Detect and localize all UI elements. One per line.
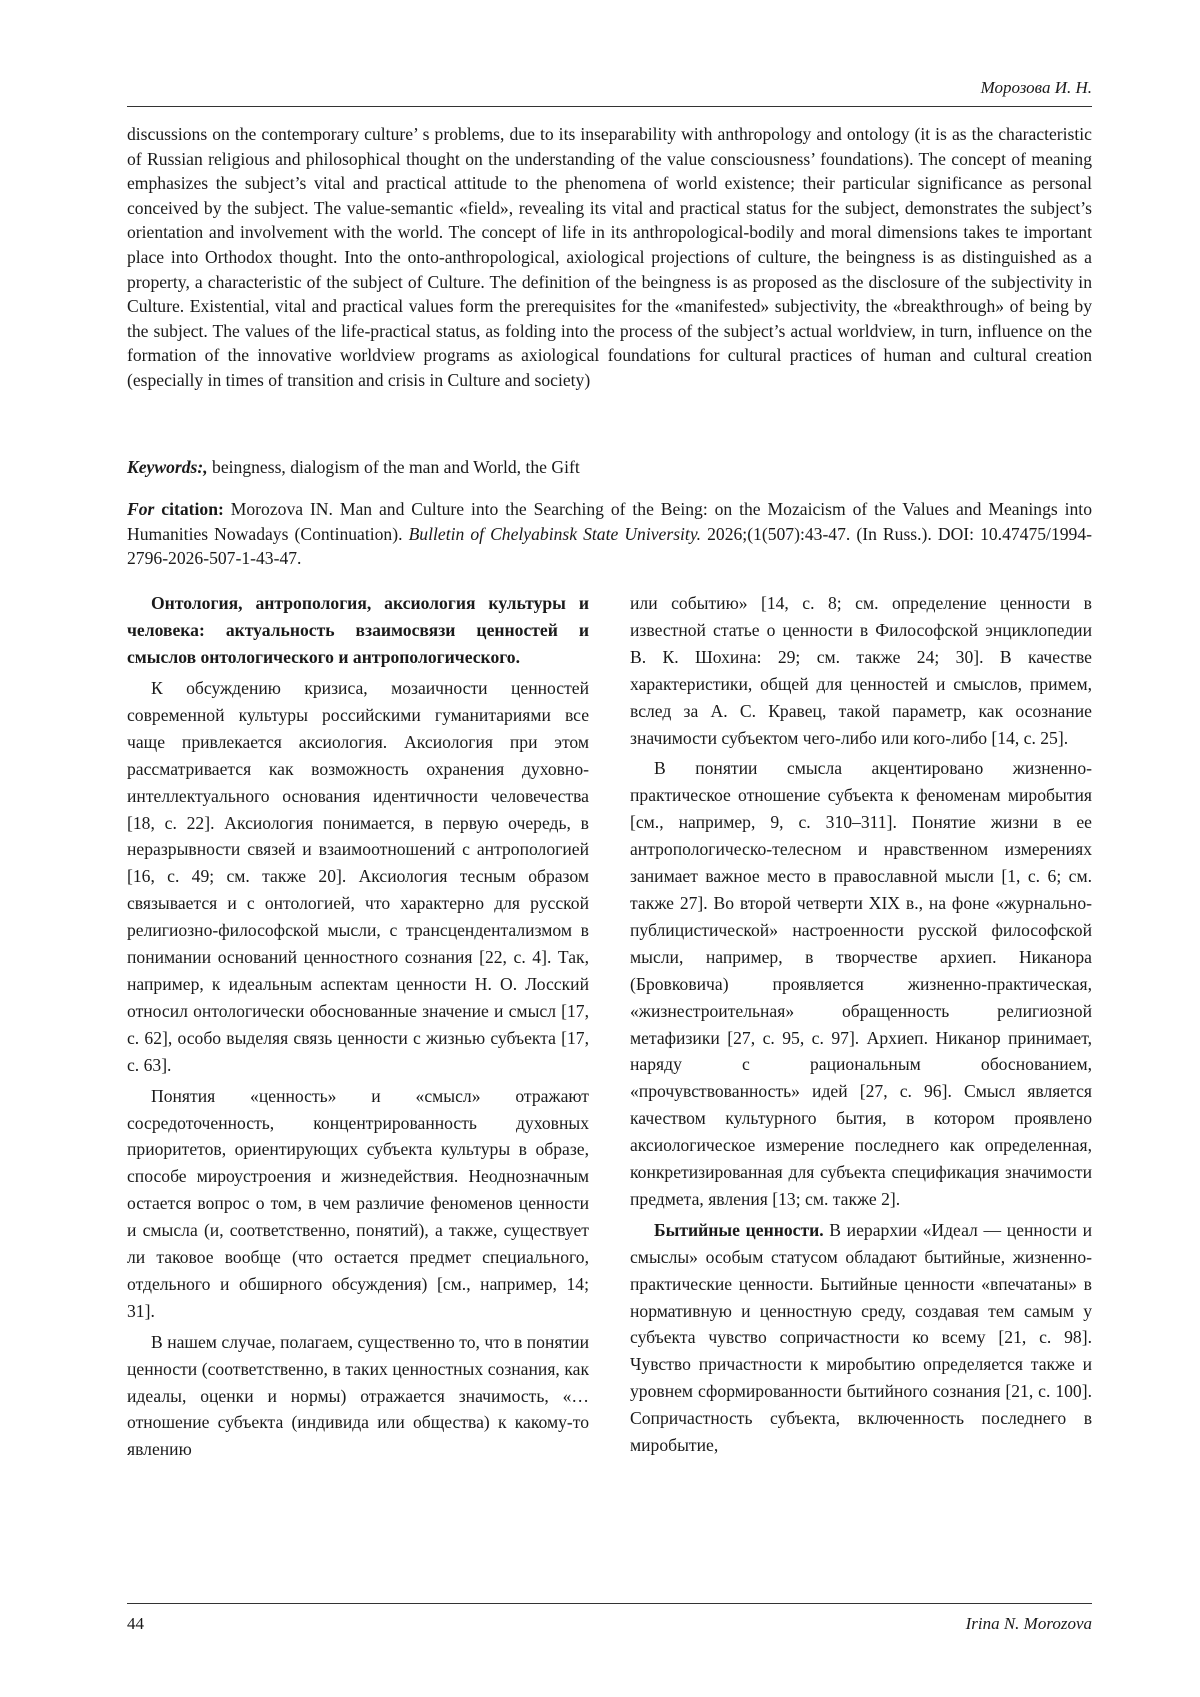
footer-rule	[127, 1603, 1092, 1604]
right-paragraph-3-text: В иерархии «Идеал — ценности и смыслы» особым статусом обладают бытийные, жизненно-практические ценности. Бытийные ценности «впечатаны» в нормативную и ценностную среду, создавая тем самым у субъекта чувство сопричастности ко всему [21, с. 98]. Чувство причастности к миробытию определяется также и уровнем сформированности бытийного сознания [21, с. 100]. Сопричастность субъекта, включенность последнего в миробытие,	[630, 1219, 1092, 1456]
right-column	[630, 590, 1092, 1459]
citation-text-after: 2026;(1(507):43-47. (In Russ.). DOI: 10.47475/1994-2796-2026-507-1-43-47.	[127, 523, 1092, 569]
running-head: Морозова И. Н.	[980, 78, 1092, 97]
left-paragraph-3: В нашем случае, полагаем, существенно то, что в понятии ценности (соответственно, в таких ценностных сознания, как идеалы, оценки и нормы) отражается значимость, «…отношение субъекта (индивида или общества) к какому-то явлению	[127, 1331, 589, 1460]
citation-label-for: For	[127, 499, 155, 519]
page-number: 44	[127, 1614, 144, 1633]
citation-journal: Bulletin of Chelyabinsk State University.	[408, 523, 702, 544]
header-rule	[127, 106, 1092, 107]
citation	[127, 497, 1092, 571]
citation-text-before: Morozova IN. Man and Culture into the Searching of the Being: on the Mozaicism of the Values and Meanings into Humanities Nowadays (Continuation).	[127, 499, 1092, 544]
right-paragraph-1: или событию» [14, с. 8; см. определение ценности в известной статье о ценности в Философской энциклопедии В. К. Шохина: 29; см. также 24; 30]. В качестве характеристики, общей для ценностей и смыслов, примем, вслед за А. С. Кравец, такой параметр, как осознание значимости субъектом чего-либо или кого-либо [14, с. 25].	[630, 593, 1092, 748]
abstract-text: discussions on the contemporary culture’ s problems, due to its inseparability with anthropology and ontology (it is as the characteristic of Russian religious and philosophical thought on the understanding of the value consciousness’ foundations). The concept of meaning emphasizes the subject’s vital and practical attitude to the phenomena of world existence; their particular significance as personal conceived by the subject. The value-semantic «field», revealing its vital and practical status for the subject, demonstrates the subject’s orientation and involvement with the world. The concept of life in its anthropological-bodily and moral dimensions takes te important place into Orthodox thought. Into the onto-anthropological, axiological projections of culture, the beingness is as distinguished as a property, a characteristic of the subject of Culture. The definition of the beingness is as proposed as the disclosure of the subjectivity in Culture. Existential, vital and practical values form the prerequisites for the «manifested» subjectivity, the «breakthrough» of being by the subject. The values of the life-practical status, as folding into the process of the subject’s actual worldview, in turn, influence on the formation of the innovative worldview programs as axiological foundations for cultural practices of human and cultural creation (especially in times of transition and crisis in Culture and society)	[127, 124, 1092, 390]
keywords	[127, 455, 1092, 480]
subsection-title: Бытийные ценности.	[654, 1219, 824, 1240]
left-paragraph-1: К обсуждению кризиса, мозаичности ценностей современной культуры российскими гуманитариями все чаще привлекается аксиология. Аксиология при этом рассматривается как возможность охранения духовно-интеллектуального основания идентичности человечества [18, с. 22]. Аксиология понимается, в первую очередь, в неразрывности связей и взаимоотношений с антропологией [16, с. 49; см. также 20]. Аксиология тесным образом связывается и с онтологией, что характерно для русской религиозно-философской мысли, с трансцендентализмом в понимании оснований ценностного сознания [22, с. 4]. Так, например, к идеальным аспектам ценности Н. О. Лосский относил онтологически обоснованные значение и смысл [17, с. 62], особо выделяя связь ценности с жизнью субъекта [17, с. 63].	[127, 678, 589, 1075]
keywords-text: beingness, dialogism of the man and World, the Gift	[207, 457, 580, 477]
left-paragraph-2: Понятия «ценность» и «смысл» отражают сосредоточенность, концентрированность духовных приоритетов, ориентирующих субъекта культуры в образе, способе мироустроения и жизнедействия. Неоднозначным остается вопрос о том, в чем различие феноменов ценности и смысла (и, соответственно, понятий), а также, существует ли таковое вообще (что остается предмет специального, отдельного и обширного обсуждения) [см., например, 14; 31].	[127, 1085, 589, 1321]
right-paragraph-2: В понятии смысла акцентировано жизненно-практическое отношение субъекта к феноменам миробытия [см., например, 9, с. 310–311]. Понятие жизни в ее антропологическо-телесном и нравственном измерениях занимает важное место в православной мысли [1, с. 6; см. также 27]. Во второй четверти XIX в., на фоне «журнально-публицистической» настроенности русской философской мысли, например, в творчестве архиеп. Никанора (Бровковича) проявляется жизненно-практическая, «жизнестроительная» обращенность религиозной метафизики [27, с. 95, с. 97]. Архиеп. Никанор принимает, наряду с рациональным обоснованием, «прочувствованность» идей [27, с. 96]. Смысл является качеством культурного бытия, в котором проявлено аксиологическое измерение последнего как определенная, конкретизированная для субъекта спецификация значимости предмета, явления [13; см. также 2].	[630, 758, 1092, 1209]
citation-label: citation:	[154, 499, 224, 519]
section-heading: Онтология, антропология, аксиология культуры и человека: актуальность взаимосвязи ценностей и смыслов онтологического и антропологического.	[127, 593, 589, 667]
left-column	[127, 590, 589, 1463]
right-paragraph-3	[630, 1217, 1092, 1459]
running-foot: Irina N. Morozova	[965, 1614, 1092, 1633]
keywords-label: Keywords:,	[127, 457, 208, 477]
